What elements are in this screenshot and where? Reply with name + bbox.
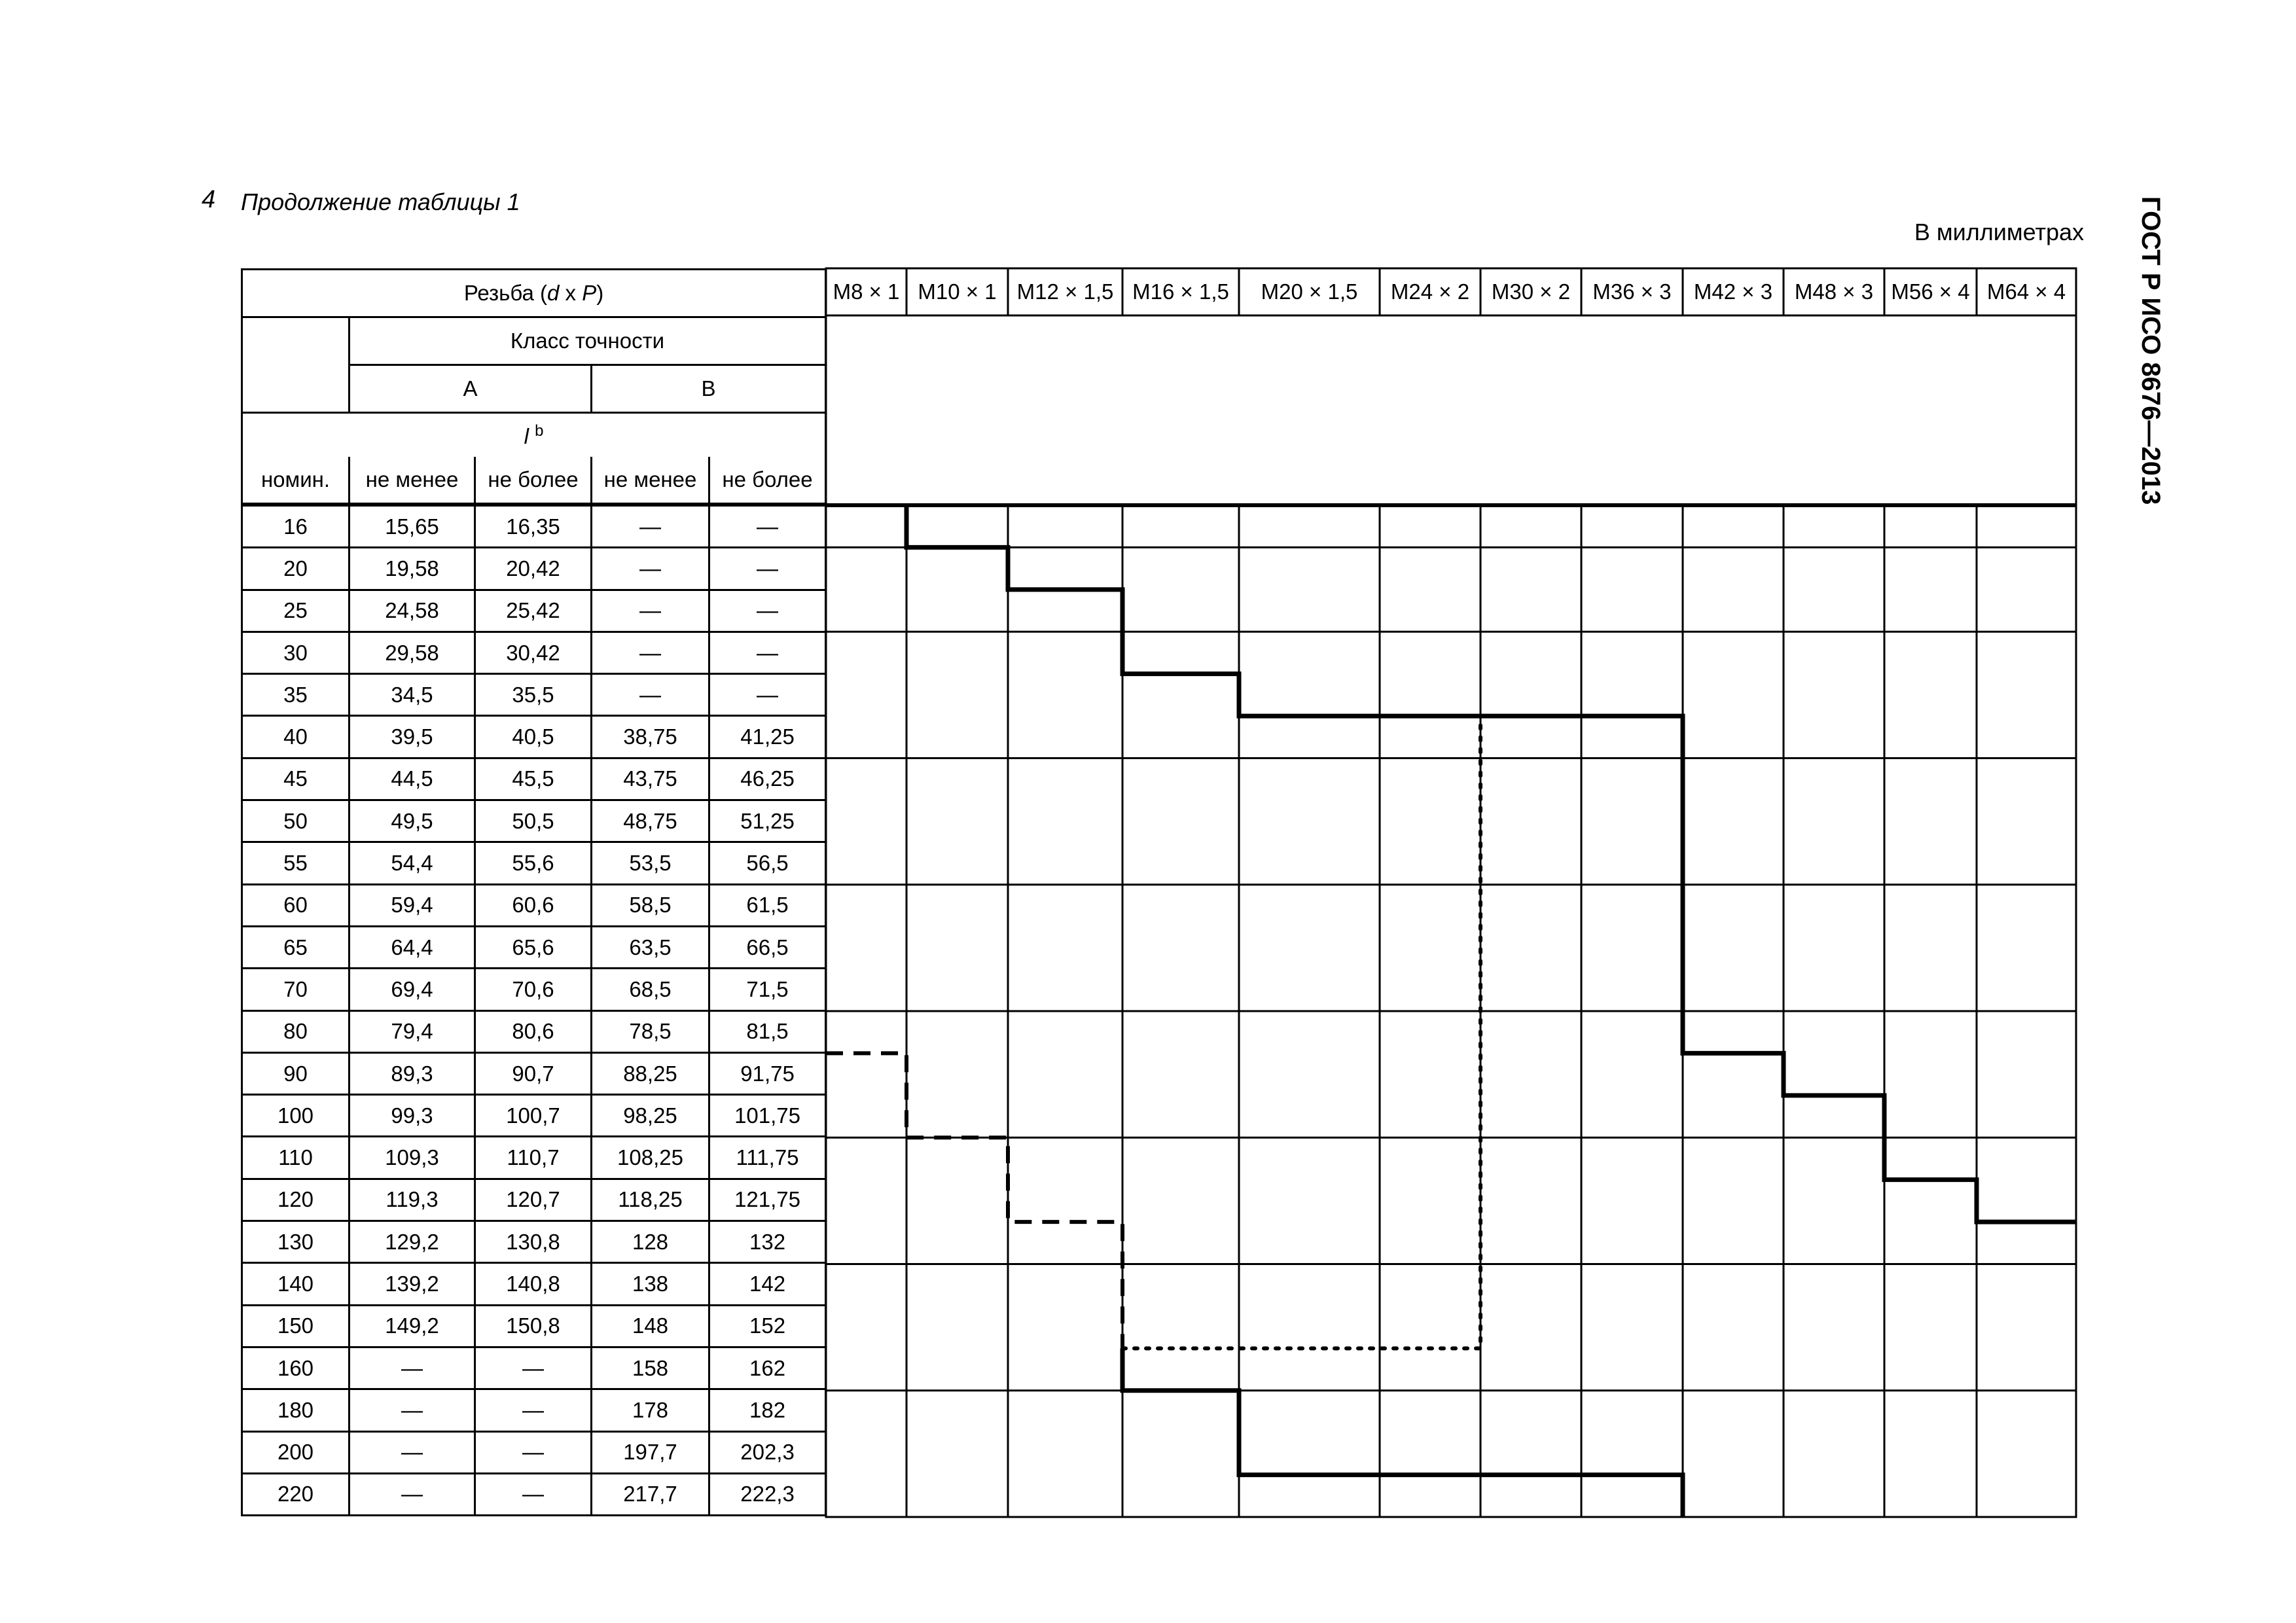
cell-nom: 45 [242, 758, 350, 800]
cell-max-b: 91,75 [709, 1052, 826, 1094]
col-max-a-header: не более [475, 457, 592, 505]
cell-max-b: — [709, 590, 826, 632]
cell-nom: 90 [242, 1052, 350, 1094]
cell-nom: 30 [242, 632, 350, 673]
cell-max-b: 46,25 [709, 758, 826, 800]
cell-min-a: 39,5 [350, 716, 475, 758]
cell-max-b: 121,75 [709, 1179, 826, 1221]
thread-label: M8 × 1 [833, 279, 900, 304]
cell-nom: 55 [242, 842, 350, 884]
cell-max-b: 132 [709, 1221, 826, 1263]
cell-nom: 100 [242, 1095, 350, 1137]
cell-max-b: 162 [709, 1347, 826, 1389]
cell-max-b: — [709, 674, 826, 716]
thread-header-prefix: Резьба ( [463, 281, 547, 305]
cell-max-b: 111,75 [709, 1137, 826, 1179]
cell-nom: 20 [242, 548, 350, 590]
col-min-a-header: не менее [350, 457, 475, 505]
cell-max-a: 140,8 [475, 1263, 592, 1305]
cell-max-b: 66,5 [709, 926, 826, 968]
cell-max-a: 130,8 [475, 1221, 592, 1263]
dotted-limit-line [1122, 716, 1480, 1348]
cell-max-a: — [475, 1473, 592, 1515]
cell-min-a: 15,65 [350, 505, 475, 548]
cell-min-b: — [592, 590, 709, 632]
cell-min-b: 58,5 [592, 884, 709, 926]
cell-min-a: 129,2 [350, 1221, 475, 1263]
cell-max-b: 101,75 [709, 1095, 826, 1137]
cell-max-b: 51,25 [709, 800, 826, 842]
cell-nom: 160 [242, 1347, 350, 1389]
cell-min-b: 178 [592, 1389, 709, 1431]
cell-max-b: 41,25 [709, 716, 826, 758]
cell-max-a: — [475, 1389, 592, 1431]
l-symbol: l [524, 423, 529, 448]
cell-min-b: 108,25 [592, 1137, 709, 1179]
cell-min-b: — [592, 505, 709, 548]
cell-min-a: — [350, 1347, 475, 1389]
page-number: 4 [202, 186, 216, 213]
cell-max-a: 50,5 [475, 800, 592, 842]
cell-min-a: 19,58 [350, 548, 475, 590]
cell-min-b: 138 [592, 1263, 709, 1305]
cell-nom: 150 [242, 1305, 350, 1347]
thread-label: M10 × 1 [918, 279, 997, 304]
cell-min-b: 118,25 [592, 1179, 709, 1221]
cell-max-a: 90,7 [475, 1052, 592, 1094]
cell-nom: 180 [242, 1389, 350, 1431]
cell-nom: 110 [242, 1137, 350, 1179]
class-b-header: B [592, 365, 826, 413]
cell-max-b: 71,5 [709, 969, 826, 1010]
thread-label: M12 × 1,5 [1016, 279, 1114, 304]
cell-min-b: 98,25 [592, 1095, 709, 1137]
cell-max-b: 152 [709, 1305, 826, 1347]
cell-max-a: — [475, 1431, 592, 1473]
grid-frame [826, 268, 2076, 1517]
cell-min-a: 44,5 [350, 758, 475, 800]
cell-min-a: 139,2 [350, 1263, 475, 1305]
cell-min-a: — [350, 1431, 475, 1473]
l-superscript: b [535, 421, 544, 440]
cell-min-a: 99,3 [350, 1095, 475, 1137]
cell-max-a: 40,5 [475, 716, 592, 758]
cell-nom: 65 [242, 926, 350, 968]
cell-max-a: 55,6 [475, 842, 592, 884]
cell-min-b: — [592, 632, 709, 673]
cell-max-a: — [475, 1347, 592, 1389]
cell-min-a: 109,3 [350, 1137, 475, 1179]
cell-min-b: 48,75 [592, 800, 709, 842]
thread-label: M56 × 4 [1891, 279, 1970, 304]
thread-label: M48 × 3 [1794, 279, 1874, 304]
cell-nom: 16 [242, 505, 350, 548]
cell-min-a: 69,4 [350, 969, 475, 1010]
cell-max-a: 20,42 [475, 548, 592, 590]
cell-nom: 140 [242, 1263, 350, 1305]
cell-min-a: 89,3 [350, 1052, 475, 1094]
cell-max-a: 70,6 [475, 969, 592, 1010]
units-note: В миллиметрах [1914, 219, 2084, 245]
class-header: Класс точности [350, 317, 826, 365]
cell-nom: 200 [242, 1431, 350, 1473]
cell-max-a: 60,6 [475, 884, 592, 926]
cell-min-b: — [592, 548, 709, 590]
cell-nom: 50 [242, 800, 350, 842]
cell-max-b: — [709, 505, 826, 548]
cell-min-b: 38,75 [592, 716, 709, 758]
upper-limit-line [906, 505, 2076, 1222]
thread-label: M36 × 3 [1592, 279, 1672, 304]
cell-max-a: 45,5 [475, 758, 592, 800]
cell-min-b: 63,5 [592, 926, 709, 968]
thread-label: M64 × 4 [1986, 279, 2066, 304]
cell-nom: 130 [242, 1221, 350, 1263]
cell-min-a: 49,5 [350, 800, 475, 842]
cell-max-a: 150,8 [475, 1305, 592, 1347]
lower-limit-line [1122, 1348, 1683, 1517]
cell-min-b: 78,5 [592, 1010, 709, 1052]
cell-min-a: — [350, 1389, 475, 1431]
cell-min-a: 54,4 [350, 842, 475, 884]
cell-min-b: 68,5 [592, 969, 709, 1010]
cell-max-b: 61,5 [709, 884, 826, 926]
thread-label: M20 × 1,5 [1261, 279, 1358, 304]
cell-nom: 120 [242, 1179, 350, 1221]
thread-label: M42 × 3 [1693, 279, 1773, 304]
cell-max-b: 142 [709, 1263, 826, 1305]
thread-header-x: x [559, 281, 583, 305]
cell-max-b: 202,3 [709, 1431, 826, 1473]
cell-nom: 80 [242, 1010, 350, 1052]
cell-min-b: 43,75 [592, 758, 709, 800]
cell-max-b: 182 [709, 1389, 826, 1431]
cell-max-b: 56,5 [709, 842, 826, 884]
thread-label: M24 × 2 [1390, 279, 1470, 304]
cell-min-b: 197,7 [592, 1431, 709, 1473]
cell-min-b: 148 [592, 1305, 709, 1347]
cell-min-a: 79,4 [350, 1010, 475, 1052]
cell-max-a: 100,7 [475, 1095, 592, 1137]
table-caption: Продолжение таблицы 1 [241, 188, 520, 215]
dashed-limit-line [826, 1053, 1122, 1390]
cell-min-a: 59,4 [350, 884, 475, 926]
cell-min-a: — [350, 1473, 475, 1515]
cell-max-a: 80,6 [475, 1010, 592, 1052]
cell-max-b: 81,5 [709, 1010, 826, 1052]
cell-min-a: 149,2 [350, 1305, 475, 1347]
col-max-b-header: не более [709, 457, 826, 505]
cell-max-b: — [709, 632, 826, 673]
cell-max-a: 35,5 [475, 674, 592, 716]
cell-max-b: — [709, 548, 826, 590]
cell-min-a: 119,3 [350, 1179, 475, 1221]
cell-max-a: 30,42 [475, 632, 592, 673]
cell-min-b: 158 [592, 1347, 709, 1389]
cell-min-b: 88,25 [592, 1052, 709, 1094]
cell-min-a: 34,5 [350, 674, 475, 716]
cell-min-b: 53,5 [592, 842, 709, 884]
cell-min-a: 64,4 [350, 926, 475, 968]
cell-min-b: 128 [592, 1221, 709, 1263]
thread-header-suffix: ) [596, 281, 604, 305]
cell-max-a: 110,7 [475, 1137, 592, 1179]
class-a-header: A [350, 365, 592, 413]
cell-max-a: 25,42 [475, 590, 592, 632]
cell-nom: 220 [242, 1473, 350, 1515]
cell-max-b: 222,3 [709, 1473, 826, 1515]
thread-header-d: d [547, 281, 560, 305]
cell-min-a: 29,58 [350, 632, 475, 673]
cell-nom: 25 [242, 590, 350, 632]
cell-min-b: 217,7 [592, 1473, 709, 1515]
standard-title-text: ГОСТ Р ИСО 8676—2013 [2136, 196, 2165, 505]
thread-header-p: P [582, 281, 597, 305]
cell-nom: 70 [242, 969, 350, 1010]
col-nom-header: номин. [242, 457, 350, 505]
thread-label: M16 × 1,5 [1132, 279, 1229, 304]
cell-min-a: 24,58 [350, 590, 475, 632]
cell-max-a: 65,6 [475, 926, 592, 968]
thread-label: M30 × 2 [1491, 279, 1571, 304]
cell-max-a: 120,7 [475, 1179, 592, 1221]
cell-nom: 35 [242, 674, 350, 716]
col-min-b-header: не менее [592, 457, 709, 505]
cell-max-a: 16,35 [475, 505, 592, 548]
cell-min-b: — [592, 674, 709, 716]
cell-nom: 60 [242, 884, 350, 926]
cell-nom: 40 [242, 716, 350, 758]
